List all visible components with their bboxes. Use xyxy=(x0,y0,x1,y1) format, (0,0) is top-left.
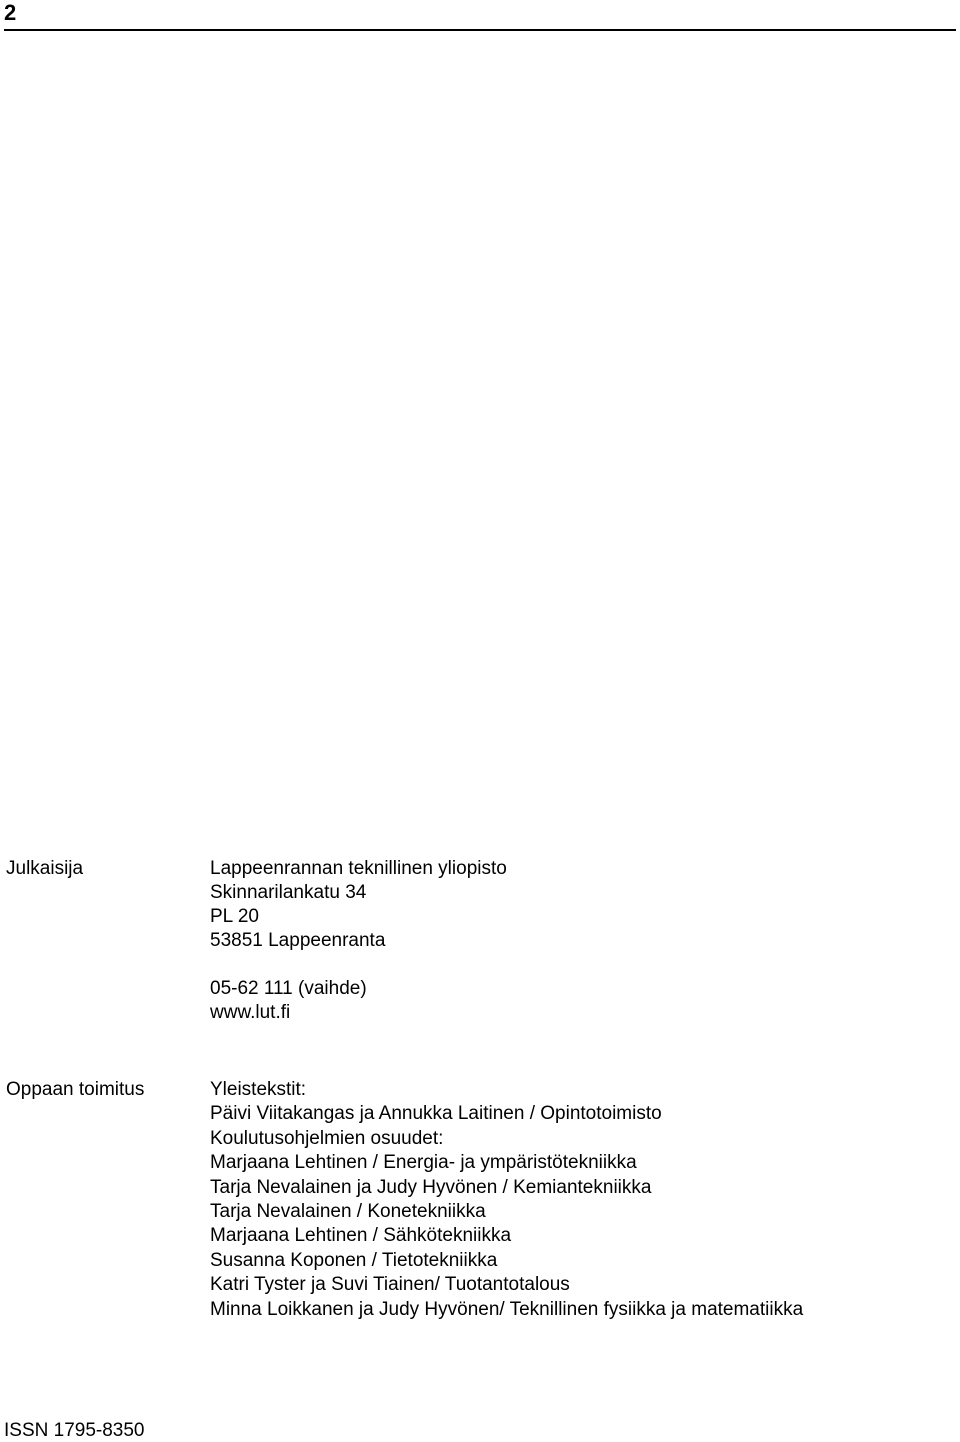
editors-line: Marjaana Lehtinen / Sähkötekniikka xyxy=(210,1225,512,1247)
publisher-line: Skinnarilankatu 34 xyxy=(210,882,367,903)
editors-block xyxy=(210,1078,803,1322)
editors-line: Minna Loikkanen ja Judy Hyvönen/ Teknillinen fysiikka ja matematiikka xyxy=(210,1298,804,1320)
header-rule xyxy=(4,29,956,31)
editors-label: Oppaan toimitus xyxy=(6,1079,145,1100)
editors-line: Yleistekstit: xyxy=(210,1079,307,1100)
editors-line: Tarja Nevalainen / Konetekniikka xyxy=(210,1201,486,1223)
publisher-line: Lappeenrannan teknillinen yliopisto xyxy=(210,858,507,879)
publisher-line: PL 20 xyxy=(210,906,259,927)
publisher-label: Julkaisija xyxy=(6,858,84,879)
publisher-line: 53851 Lappeenranta xyxy=(210,930,386,951)
editors-line: Susanna Koponen / Tietotekniikka xyxy=(210,1249,498,1271)
page-number: 2 xyxy=(4,0,17,25)
editors-line: Koulutusohjelmien osuudet: xyxy=(210,1127,444,1149)
editors-line: Päivi Viitakangas ja Annukka Laitinen / Opintotoimisto xyxy=(210,1103,662,1125)
publisher-phone: 05-62 111 (vaihde) xyxy=(210,978,367,999)
issn: ISSN 1795-8350 xyxy=(4,1420,145,1441)
editors-line: Tarja Nevalainen ja Judy Hyvönen / Kemiantekniikka xyxy=(210,1176,652,1198)
publisher-block xyxy=(210,857,507,1025)
publisher-website: www.lut.fi xyxy=(210,1002,291,1023)
editors-line: Katri Tyster ja Suvi Tiainen/ Tuotantotalous xyxy=(210,1274,570,1296)
editors-line: Marjaana Lehtinen / Energia- ja ympäristötekniikka xyxy=(210,1152,637,1174)
